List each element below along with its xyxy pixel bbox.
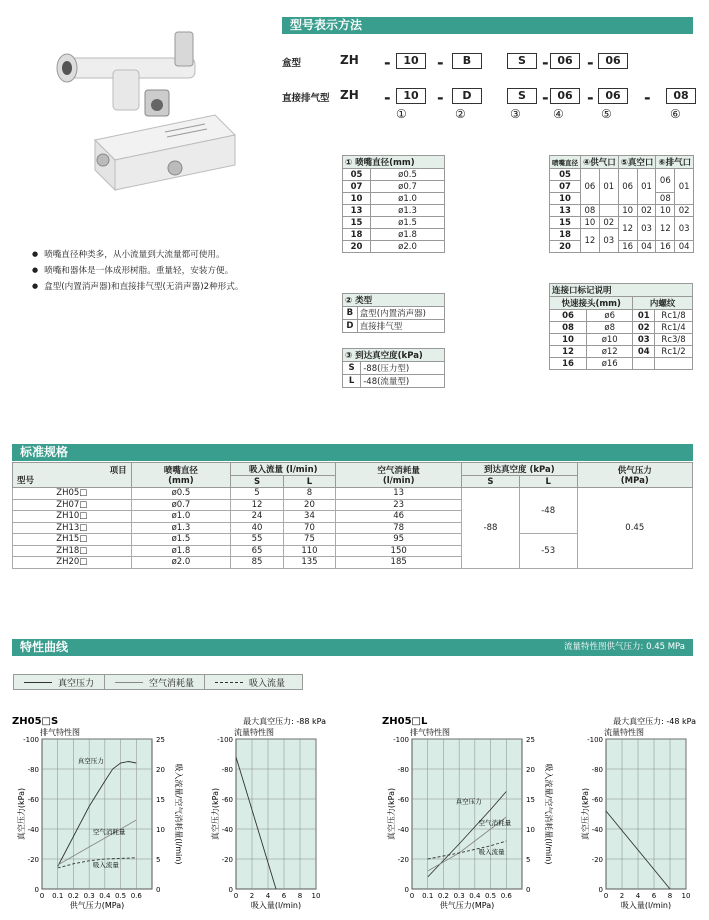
feature-item: ● 喷嘴和器体是一体成形树脂。重量轻，安装方便。 xyxy=(32,263,243,279)
port-cell: 10 xyxy=(581,217,600,229)
port-cell: 07 xyxy=(550,181,581,193)
spec-h-air: 空气消耗量 (l/min) xyxy=(336,463,462,488)
chart-title: 流量特性图 xyxy=(604,728,644,737)
y-tick-label: -20 xyxy=(221,856,233,864)
conn-cell: 06 xyxy=(550,310,587,322)
code-num: ③ xyxy=(510,107,521,121)
chart-model: ZH05□L xyxy=(382,716,428,727)
y-axis-label: 真空压力(kPa) xyxy=(387,787,396,841)
spec-suction-l: 135 xyxy=(283,557,335,569)
x-tick-label: 0.5 xyxy=(485,892,497,900)
code-row-label: 直接排气型 xyxy=(282,93,330,104)
x-tick-label: 0 xyxy=(409,892,415,900)
x-tick-label: 0.5 xyxy=(115,892,127,900)
x-axis-label: 吸入量(l/min) xyxy=(250,901,302,910)
y-tick-label: -20 xyxy=(397,856,409,864)
conn-cell: 02 xyxy=(633,322,655,334)
curve-legend xyxy=(13,674,303,690)
conn-cell: 01 xyxy=(633,310,655,322)
vacuum-table-title: ③ 到达真空度(kPa) xyxy=(343,349,445,362)
spec-nozzle: ø1.3 xyxy=(131,522,231,534)
port-cell: 12 xyxy=(656,217,675,241)
legend-item: 吸入流量 xyxy=(205,675,295,689)
spec-model: ZH07□ xyxy=(13,499,132,511)
chart-title: 排气特性图 xyxy=(40,728,80,737)
port-cell: 02 xyxy=(637,205,656,217)
nozzle-dia: ø1.8 xyxy=(371,229,445,241)
series-label: 真空压力 xyxy=(77,757,104,765)
conn-cell: 10 xyxy=(550,334,587,346)
y2-axis-label: 吸入流量/空气消耗量(l/min) xyxy=(544,763,553,865)
spec-suction-s: 24 xyxy=(231,511,283,523)
nozzle-code: 05 xyxy=(343,169,371,181)
port-cell: 03 xyxy=(675,217,694,241)
y2-tick-label: 0 xyxy=(156,886,161,894)
y2-axis-label: 吸入流量/空气消耗量(l/min) xyxy=(174,763,183,865)
y-tick-label: -100 xyxy=(587,736,603,744)
series-label: 真空压力 xyxy=(455,797,482,806)
conn-cell: 03 xyxy=(633,334,655,346)
code-num: ④ xyxy=(553,107,564,121)
type-code: B xyxy=(343,307,358,320)
nozzle-code: 20 xyxy=(343,241,371,253)
port-cell: 10 xyxy=(618,205,637,217)
x-tick-label: 0 xyxy=(603,892,609,900)
port-cell: 02 xyxy=(599,217,618,229)
y-tick-label: -80 xyxy=(397,766,409,774)
x-tick-label: 0.1 xyxy=(52,892,64,900)
port-header: ⑤真空口 xyxy=(618,156,656,169)
port-cell: 10 xyxy=(550,193,581,205)
port-cell: 15 xyxy=(550,217,581,229)
y-tick-label: 0 xyxy=(404,886,409,894)
y2-tick-label: 0 xyxy=(526,886,531,894)
code-dash: - xyxy=(644,88,651,107)
spec-model: ZH13□ xyxy=(13,522,132,534)
conn-cell: ø6 xyxy=(587,310,633,322)
nozzle-code: 13 xyxy=(343,205,371,217)
code-dash: - xyxy=(542,88,549,107)
y-tick-label: -20 xyxy=(27,856,39,864)
y-tick-label: 0 xyxy=(34,886,39,894)
spec-suction-l: 8 xyxy=(283,488,335,500)
conn-cell: 08 xyxy=(550,322,587,334)
y2-tick-label: 10 xyxy=(156,826,165,834)
plot-bg xyxy=(606,739,686,889)
spec-model: ZH18□ xyxy=(13,545,132,557)
spec-suction-l: 34 xyxy=(283,511,335,523)
code-dash: - xyxy=(384,53,391,72)
x-tick-label: 4 xyxy=(265,892,271,900)
code-row-prefix: ZH xyxy=(340,88,359,102)
spec-h-nozzle: 喷嘴直径 (mm) xyxy=(131,463,231,488)
spec-nozzle: ø2.0 xyxy=(131,557,231,569)
x-tick-label: 0.4 xyxy=(99,892,111,900)
code-box: D xyxy=(452,88,482,104)
spec-h-s: S xyxy=(231,476,283,488)
spec-h-l: L xyxy=(519,476,577,488)
code-num: ⑤ xyxy=(601,107,612,121)
port-cell: 12 xyxy=(618,217,637,241)
chart-title: 排气特性图 xyxy=(410,728,450,737)
x-tick-label: 0.4 xyxy=(469,892,481,900)
chart-0 xyxy=(10,705,190,910)
y-tick-label: -60 xyxy=(221,796,233,804)
conn-cell: ø10 xyxy=(587,334,633,346)
code-dash: - xyxy=(437,88,444,107)
port-cell: 10 xyxy=(656,205,675,217)
conn-cell: 16 xyxy=(550,358,587,370)
code-num: ⑥ xyxy=(670,107,681,121)
x-tick-label: 0 xyxy=(39,892,45,900)
port-cell: 20 xyxy=(550,241,581,253)
product-illustration xyxy=(25,20,255,195)
port-cell: 01 xyxy=(675,169,694,205)
y-tick-label: -40 xyxy=(591,826,603,834)
type-table xyxy=(342,293,445,333)
conn-cell: ø12 xyxy=(587,346,633,358)
y2-tick-label: 20 xyxy=(526,766,535,774)
x-tick-label: 2 xyxy=(619,892,625,900)
code-row-label: 盒型 xyxy=(282,58,302,69)
nozzle-dia: ø2.0 xyxy=(371,241,445,253)
plot-bg xyxy=(412,739,522,889)
code-dash: - xyxy=(384,88,391,107)
spec-supply: 0.45 xyxy=(577,488,692,569)
port-cell: 03 xyxy=(599,229,618,253)
spec-nozzle: ø1.8 xyxy=(131,545,231,557)
spec-suction-l: 110 xyxy=(283,545,335,557)
code-box: S xyxy=(507,88,537,104)
series-label: 空气消耗量 xyxy=(478,819,512,827)
spec-air: 23 xyxy=(336,499,462,511)
spec-nozzle: ø1.0 xyxy=(131,511,231,523)
port-cell: 16 xyxy=(656,241,675,253)
code-box: 10 xyxy=(396,88,426,104)
conn-cell xyxy=(655,358,693,370)
x-tick-label: 0.1 xyxy=(422,892,434,900)
feature-item: ● 盒型(内置消声器)和直接排气型(无消声器)2种形式。 xyxy=(32,279,243,295)
conn-cell: Rc1/4 xyxy=(655,322,693,334)
nozzle-dia: ø1.0 xyxy=(371,193,445,205)
spec-air: 150 xyxy=(336,545,462,557)
y-tick-label: -80 xyxy=(221,766,233,774)
port-cell: 06 xyxy=(656,169,675,193)
series-label: 空气消耗量 xyxy=(92,828,126,836)
x-tick-label: 0.2 xyxy=(437,892,449,900)
y-tick-label: 0 xyxy=(228,886,233,894)
chart-3 xyxy=(568,705,698,910)
port-cell: 08 xyxy=(581,205,600,217)
conn-title: 连接口标记说明 xyxy=(550,284,693,297)
type-desc: 直接排气型 xyxy=(357,320,444,333)
conn-cell: 12 xyxy=(550,346,587,358)
port-header: 喷嘴直径 xyxy=(550,156,581,169)
y-tick-label: -20 xyxy=(591,856,603,864)
type-desc: 盒型(内置消声器) xyxy=(357,307,444,320)
x-tick-label: 8 xyxy=(297,892,303,900)
chart-note: 最大真空压力: -48 kPa xyxy=(613,717,696,726)
plot-bg xyxy=(236,739,316,889)
chart-title: 流量特性图 xyxy=(234,728,274,737)
y2-tick-label: 25 xyxy=(156,736,165,744)
x-tick-label: 8 xyxy=(667,892,673,900)
spec-suction-s: 5 xyxy=(231,488,283,500)
chart-model: ZH05□S xyxy=(12,716,59,727)
port-cell: 04 xyxy=(675,241,694,253)
spec-air: 46 xyxy=(336,511,462,523)
spec-model: ZH20□ xyxy=(13,557,132,569)
spec-suction-l: 70 xyxy=(283,522,335,534)
y-tick-label: -60 xyxy=(27,796,39,804)
spec-suction-s: 65 xyxy=(231,545,283,557)
y-tick-label: -100 xyxy=(23,736,39,744)
nozzle-dia: ø1.3 xyxy=(371,205,445,217)
code-box: B xyxy=(452,53,482,69)
conn-cell: 04 xyxy=(633,346,655,358)
nozzle-code: 18 xyxy=(343,229,371,241)
y2-tick-label: 5 xyxy=(156,856,161,864)
y-tick-label: -60 xyxy=(397,796,409,804)
x-tick-label: 0.3 xyxy=(453,892,465,900)
curve-title: 特性曲线 xyxy=(20,640,69,654)
port-cell: 06 xyxy=(618,169,637,205)
spec-nozzle: ø1.5 xyxy=(131,534,231,546)
x-axis-label: 供气压力(MPa) xyxy=(69,901,125,910)
spec-air: 95 xyxy=(336,534,462,546)
feature-list xyxy=(32,247,243,295)
curve-note: 流量特性图供气压力: 0.45 MPa xyxy=(564,642,685,652)
code-box: 06 xyxy=(598,88,628,104)
code-box: 06 xyxy=(550,53,580,69)
spec-suction-s: 40 xyxy=(231,522,283,534)
code-num: ② xyxy=(455,107,466,121)
spec-corner xyxy=(13,463,132,488)
x-tick-label: 2 xyxy=(249,892,255,900)
port-cell: 02 xyxy=(675,205,694,217)
spec-h-l: L xyxy=(283,476,335,488)
x-tick-label: 0.3 xyxy=(83,892,95,900)
spec-suction-s: 85 xyxy=(231,557,283,569)
vacuum-table xyxy=(342,348,445,388)
y2-tick-label: 15 xyxy=(156,796,165,804)
spec-model: ZH05□ xyxy=(13,488,132,500)
x-tick-label: 0.6 xyxy=(130,892,142,900)
spec-nozzle: ø0.5 xyxy=(131,488,231,500)
port-cell: 18 xyxy=(550,229,581,241)
y-axis-label: 真空压力(kPa) xyxy=(17,787,26,841)
code-box: 10 xyxy=(396,53,426,69)
spec-suction-s: 12 xyxy=(231,499,283,511)
conn-header: 内螺纹 xyxy=(633,297,693,310)
connection-table xyxy=(549,283,693,370)
spec-vac-l: -48 xyxy=(519,488,577,534)
y-tick-label: -60 xyxy=(591,796,603,804)
port-header: ④供气口 xyxy=(581,156,619,169)
nozzle-table xyxy=(342,155,445,253)
spec-h-item: 项目 xyxy=(109,466,127,476)
conn-cell xyxy=(633,358,655,370)
nozzle-dia: ø0.7 xyxy=(371,181,445,193)
spec-h-s: S xyxy=(462,476,520,488)
spec-table xyxy=(12,462,693,569)
spec-suction-s: 55 xyxy=(231,534,283,546)
spec-suction-l: 75 xyxy=(283,534,335,546)
conn-cell: Rc1/2 xyxy=(655,346,693,358)
legend-item: 空气消耗量 xyxy=(105,675,205,689)
nozzle-code: 15 xyxy=(343,217,371,229)
conn-cell: ø8 xyxy=(587,322,633,334)
x-tick-label: 6 xyxy=(651,892,657,900)
spec-air: 13 xyxy=(336,488,462,500)
conn-cell: Rc3/8 xyxy=(655,334,693,346)
spec-vac-l: -53 xyxy=(519,534,577,569)
x-tick-label: 0 xyxy=(233,892,239,900)
x-axis-label: 吸入量(l/min) xyxy=(620,901,672,910)
x-tick-label: 4 xyxy=(635,892,641,900)
y2-tick-label: 10 xyxy=(526,826,535,834)
code-box: 08 xyxy=(666,88,696,104)
port-cell: 12 xyxy=(581,229,600,253)
y-tick-label: -40 xyxy=(221,826,233,834)
spec-suction-l: 20 xyxy=(283,499,335,511)
port-cell: 01 xyxy=(599,169,618,205)
port-cell: 05 xyxy=(550,169,581,181)
y-tick-label: 0 xyxy=(598,886,603,894)
spec-h-model: 型号 xyxy=(17,476,35,486)
y2-tick-label: 15 xyxy=(526,796,535,804)
x-tick-label: 0.2 xyxy=(67,892,79,900)
port-header: ⑥排气口 xyxy=(656,156,694,169)
port-cell: 13 xyxy=(550,205,581,217)
x-tick-label: 6 xyxy=(281,892,287,900)
spec-nozzle: ø0.7 xyxy=(131,499,231,511)
port-cell: 08 xyxy=(656,193,675,205)
y-axis-label: 真空压力(kPa) xyxy=(581,787,590,841)
vacuum-desc: -88(压力型) xyxy=(361,362,445,375)
model-section-title: 型号表示方法 xyxy=(282,17,693,34)
port-cell: 01 xyxy=(637,169,656,205)
nozzle-dia: ø1.5 xyxy=(371,217,445,229)
series-label: 吸入流量 xyxy=(478,847,505,856)
nozzle-table-title: ① 喷嘴直径(mm) xyxy=(343,156,445,169)
chart-1 xyxy=(198,705,328,910)
spec-h-suction: 吸入流量 (l/min) xyxy=(231,463,336,476)
x-axis-label: 供气压力(MPa) xyxy=(439,901,495,910)
y-axis-label: 真空压力(kPa) xyxy=(211,787,220,841)
x-tick-label: 10 xyxy=(681,892,691,900)
x-tick-label: 0.6 xyxy=(500,892,512,900)
port-table xyxy=(549,155,694,253)
legend-item: 真空压力 xyxy=(14,675,105,689)
y-tick-label: -100 xyxy=(217,736,233,744)
spec-air: 185 xyxy=(336,557,462,569)
vacuum-code: S xyxy=(343,362,361,375)
code-dash: - xyxy=(437,53,444,72)
spec-air: 78 xyxy=(336,522,462,534)
spec-title: 标准规格 xyxy=(12,444,693,461)
port-cell: 04 xyxy=(637,241,656,253)
y-tick-label: -40 xyxy=(27,826,39,834)
code-box: S xyxy=(507,53,537,69)
y2-tick-label: 25 xyxy=(526,736,535,744)
vacuum-desc: -48(流量型) xyxy=(361,375,445,388)
spec-h-supply: 供气压力 (MPa) xyxy=(577,463,692,488)
spec-h-vac: 到达真空度 (kPa) xyxy=(462,463,577,476)
chart-note: 最大真空压力: -88 kPa xyxy=(243,717,326,726)
model-code-diagram xyxy=(282,53,702,123)
code-num: ① xyxy=(396,107,407,121)
y-tick-label: -40 xyxy=(397,826,409,834)
y2-tick-label: 20 xyxy=(156,766,165,774)
code-dash: - xyxy=(542,53,549,72)
feature-item: ● 喷嘴直径种类多，从小流量到大流量都可使用。 xyxy=(32,247,243,263)
type-table-title: ② 类型 xyxy=(343,294,445,307)
spec-model: ZH10□ xyxy=(13,511,132,523)
spec-model: ZH15□ xyxy=(13,534,132,546)
spec-vac-s: -88 xyxy=(462,488,520,569)
code-box: 06 xyxy=(550,88,580,104)
port-cell: 06 xyxy=(581,169,600,205)
series-label: 吸入流量 xyxy=(92,861,119,869)
port-cell: 16 xyxy=(618,241,637,253)
x-tick-label: 10 xyxy=(311,892,321,900)
conn-header: 快速接头(mm) xyxy=(550,297,633,310)
curve-title-bar xyxy=(12,639,693,656)
chart-2 xyxy=(380,705,560,910)
nozzle-dia: ø0.5 xyxy=(371,169,445,181)
vacuum-code: L xyxy=(343,375,361,388)
y-tick-label: -80 xyxy=(591,766,603,774)
conn-cell: ø16 xyxy=(587,358,633,370)
nozzle-code: 10 xyxy=(343,193,371,205)
code-dash: - xyxy=(587,53,594,72)
nozzle-code: 07 xyxy=(343,181,371,193)
port-cell: 03 xyxy=(637,217,656,241)
type-code: D xyxy=(343,320,358,333)
y-tick-label: -100 xyxy=(393,736,409,744)
code-box: 06 xyxy=(598,53,628,69)
code-row-prefix: ZH xyxy=(340,53,359,67)
conn-cell: Rc1/8 xyxy=(655,310,693,322)
y2-tick-label: 5 xyxy=(526,856,531,864)
y-tick-label: -80 xyxy=(27,766,39,774)
code-dash: - xyxy=(587,88,594,107)
